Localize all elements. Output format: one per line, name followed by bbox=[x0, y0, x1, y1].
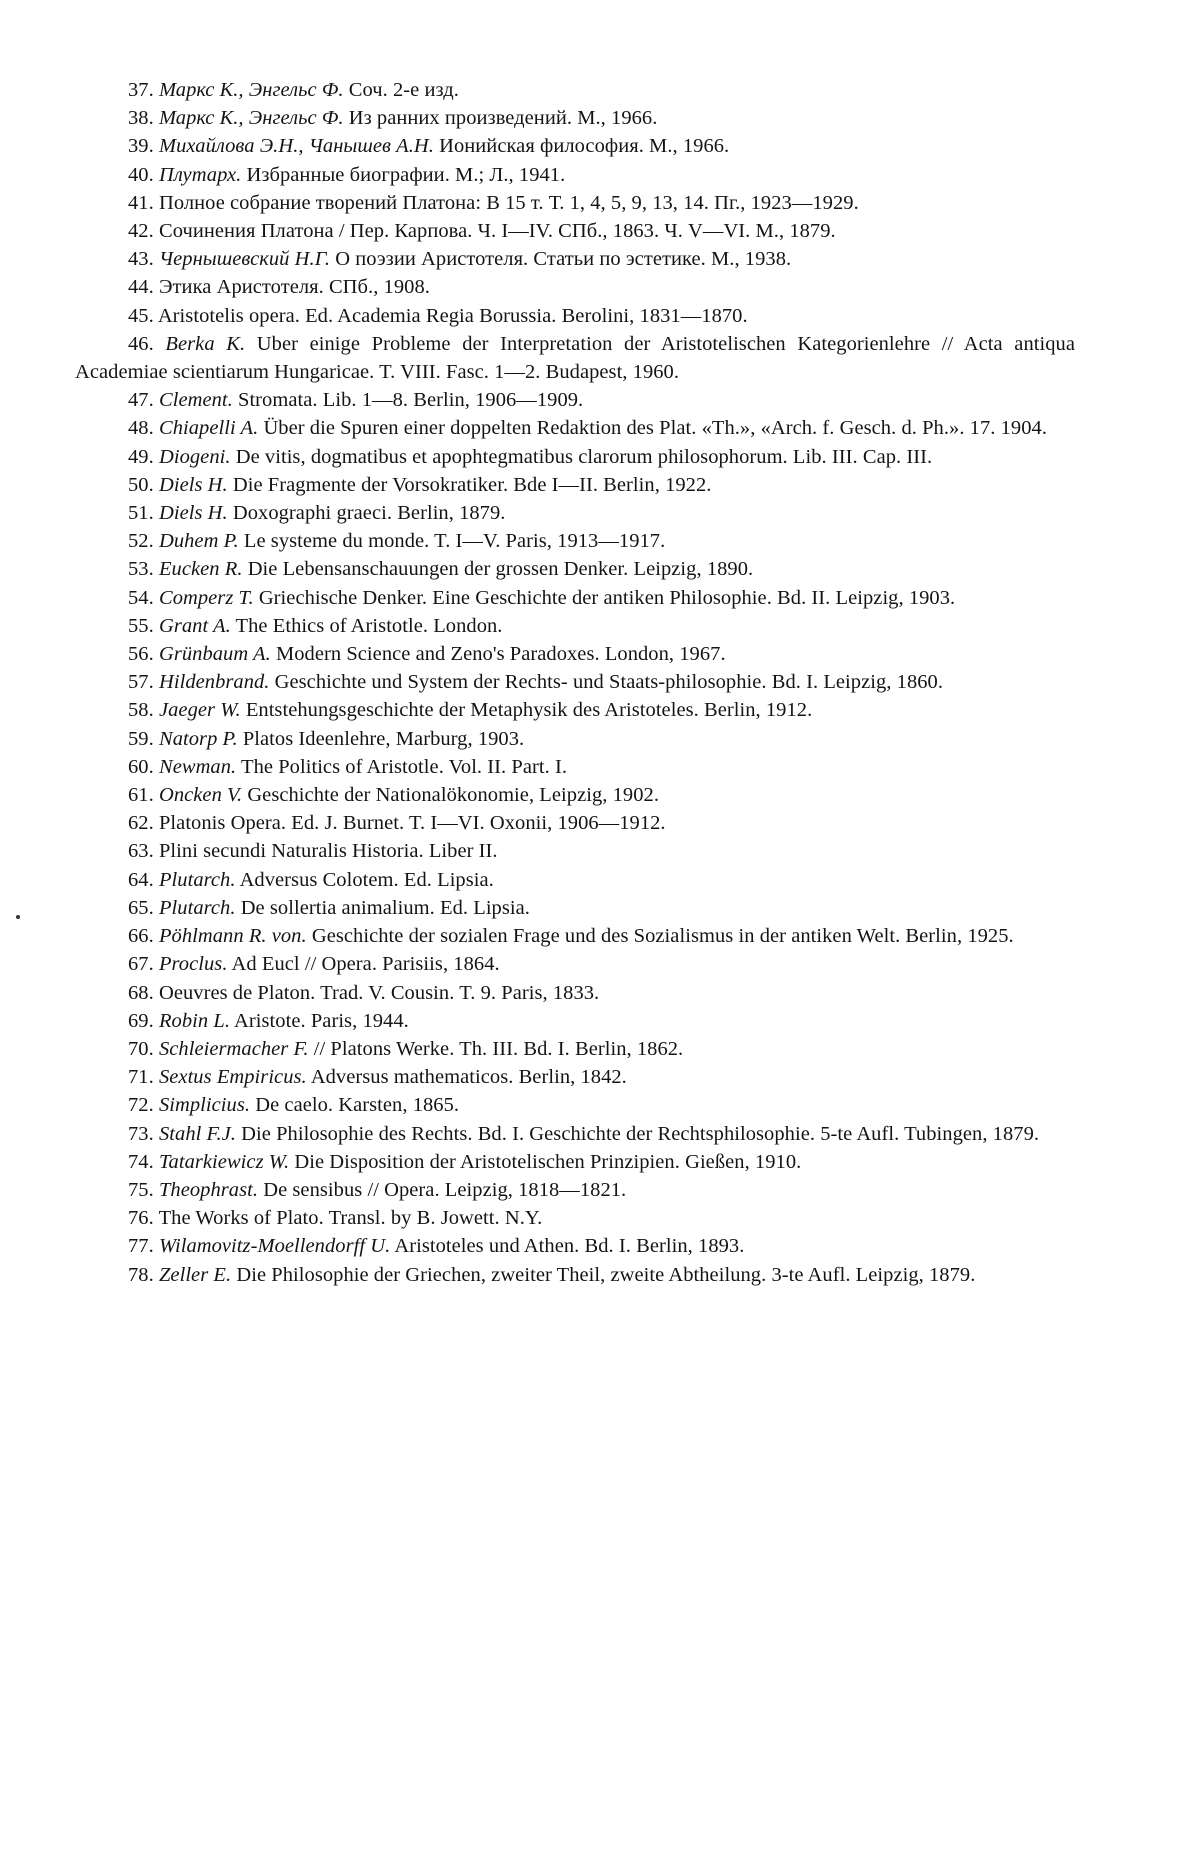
reference-author: Chiapelli A. bbox=[158, 417, 259, 440]
reference-text: Oeuvres de Platon. Trad. V. Cousin. T. 9. Paris, 1833. bbox=[158, 981, 600, 1004]
reference-text: Platonis Opera. Ed. J. Burnet. T. I—VI. Oxonii, 1906—1912. bbox=[158, 812, 666, 835]
reference-item bbox=[75, 640, 1075, 668]
reference-text: Die Lebensanschauungen der grossen Denker. Leipzig, 1890. bbox=[242, 558, 754, 581]
reference-number: 59. bbox=[128, 727, 154, 750]
reference-item bbox=[75, 866, 1075, 894]
bibliography-list bbox=[75, 76, 1075, 1289]
reference-text: Из ранних произведений. М., 1966. bbox=[343, 107, 658, 130]
reference-item bbox=[75, 1091, 1075, 1119]
reference-number: 61. bbox=[128, 784, 154, 807]
reference-item bbox=[75, 1232, 1075, 1260]
reference-item bbox=[75, 76, 1075, 104]
reference-text: Le systeme du monde. T. I—V. Paris, 1913—1917. bbox=[238, 530, 666, 553]
reference-author: Plutarch. bbox=[158, 896, 236, 919]
reference-text: De sollertia animalium. Ed. Lipsia. bbox=[235, 896, 530, 919]
reference-item bbox=[75, 527, 1075, 555]
reference-item bbox=[75, 273, 1075, 301]
reference-number: 54. bbox=[128, 586, 154, 609]
reference-number: 66. bbox=[128, 925, 154, 948]
reference-item bbox=[75, 837, 1075, 865]
reference-author: Stahl F.J. bbox=[158, 1122, 236, 1145]
reference-author: Плутарх. bbox=[158, 163, 242, 186]
reference-text: Полное собрание творений Платона: В 15 т. Т. 1, 4, 5, 9, 13, 14. Пг., 1923—1929. bbox=[158, 191, 859, 214]
reference-author: Sextus Empiricus. bbox=[158, 1066, 307, 1089]
reference-number: 69. bbox=[128, 1009, 154, 1032]
reference-item bbox=[75, 499, 1075, 527]
reference-item bbox=[75, 245, 1075, 273]
reference-author: Wilamovitz-Moellendorff U. bbox=[158, 1235, 391, 1258]
reference-author: Robin L. bbox=[158, 1009, 230, 1032]
reference-number: 77. bbox=[128, 1235, 154, 1258]
reference-text: Plini secundi Naturalis Historia. Liber II. bbox=[158, 840, 498, 863]
reference-item bbox=[75, 217, 1075, 245]
reference-author: Маркс К., Энгельс Ф. bbox=[158, 107, 344, 130]
reference-text: Uber einige Probleme der Interpretation der Aristotelischen Kategorienlehre // Acta antiqua Academiae scientiarum Hungaricae. T. VIII. Fasc. 1—2. Budapest, 1960. bbox=[75, 332, 1075, 384]
reference-author: Berka K. bbox=[165, 332, 246, 355]
reference-author: Маркс К., Энгельс Ф. bbox=[158, 79, 344, 101]
reference-text: Doxographi graeci. Berlin, 1879. bbox=[227, 502, 506, 525]
reference-text: The Ethics of Aristotle. London. bbox=[230, 614, 503, 637]
reference-item bbox=[75, 555, 1075, 583]
reference-number: 45. bbox=[128, 304, 154, 327]
reference-text: Сочинения Платона / Пер. Карпова. Ч. I—IV. СПб., 1863. Ч. V—VI. М., 1879. bbox=[158, 220, 836, 243]
reference-text: Geschichte und System der Rechts- und Staats-philosophie. Bd. I. Leipzig, 1860. bbox=[269, 671, 944, 694]
reference-author: Proclus. bbox=[158, 953, 228, 976]
reference-text: Die Disposition der Aristotelischen Prinzipien. Gießen, 1910. bbox=[289, 1150, 802, 1173]
reference-number: 60. bbox=[128, 755, 154, 778]
reference-number: 48. bbox=[128, 417, 154, 440]
reference-text: Ad Eucl // Opera. Parisiis, 1864. bbox=[227, 953, 500, 976]
reference-number: 57. bbox=[128, 671, 154, 694]
reference-text: Griechische Denker. Eine Geschichte der antiken Philosophie. Bd. II. Leipzig, 1903. bbox=[253, 586, 956, 609]
reference-item bbox=[75, 753, 1075, 781]
reference-author: Oncken V. bbox=[158, 784, 243, 807]
reference-number: 62. bbox=[128, 812, 154, 835]
reference-number: 78. bbox=[128, 1263, 154, 1286]
reference-item bbox=[75, 132, 1075, 160]
reference-author: Михайлова Э.Н., Чанышев А.Н. bbox=[158, 135, 434, 158]
reference-item bbox=[75, 104, 1075, 132]
reference-number: 64. bbox=[128, 868, 154, 891]
reference-number: 46. bbox=[128, 332, 154, 355]
reference-item bbox=[75, 1063, 1075, 1091]
reference-text: Die Fragmente der Vorsokratiker. Bde I—II. Berlin, 1922. bbox=[227, 473, 712, 496]
reference-item bbox=[75, 809, 1075, 837]
reference-text: Die Philosophie des Rechts. Bd. I. Geschichte der Rechtsphilosophie. 5-te Aufl. Tubingen, 1879. bbox=[235, 1122, 1040, 1145]
reference-author: Comperz T. bbox=[158, 586, 254, 609]
reference-text: De sensibus // Opera. Leipzig, 1818—1821. bbox=[258, 1178, 627, 1201]
reference-text: Geschichte der sozialen Frage und des Sozialismus in der antiken Welt. Berlin, 1925. bbox=[306, 925, 1014, 948]
reference-author: Zeller E. bbox=[158, 1263, 232, 1286]
reference-number: 71. bbox=[128, 1066, 154, 1089]
reference-author: Grünbaum A. bbox=[158, 643, 271, 666]
reference-item bbox=[75, 471, 1075, 499]
reference-author: Eucken R. bbox=[158, 558, 243, 581]
reference-number: 65. bbox=[128, 896, 154, 919]
reference-author: Plutarch. bbox=[158, 868, 236, 891]
reference-text: Ионийская философия. М., 1966. bbox=[433, 135, 730, 158]
reference-author: Diels H. bbox=[158, 502, 228, 525]
reference-item bbox=[75, 386, 1075, 414]
reference-text: Adversus mathematicos. Berlin, 1842. bbox=[306, 1066, 627, 1089]
reference-number: 68. bbox=[128, 981, 154, 1004]
reference-text: Über die Spuren einer doppelten Redaktion des Plat. «Th.», «Arch. f. Gesch. d. Ph.». 17. 1904. bbox=[258, 417, 1048, 440]
reference-item bbox=[75, 894, 1075, 922]
reference-number: 63. bbox=[128, 840, 154, 863]
reference-item bbox=[75, 979, 1075, 1007]
reference-item bbox=[75, 189, 1075, 217]
reference-text: De vitis, dogmatibus et apophtegmatibus clarorum philosophorum. Lib. III. Cap. III. bbox=[230, 445, 933, 468]
reference-number: 70. bbox=[128, 1037, 154, 1060]
reference-text: Избранные биографии. М.; Л., 1941. bbox=[241, 163, 566, 186]
reference-number: 55. bbox=[128, 614, 154, 637]
reference-item bbox=[75, 1148, 1075, 1176]
reference-item bbox=[75, 584, 1075, 612]
reference-number: 39. bbox=[128, 135, 154, 158]
reference-number: 49. bbox=[128, 445, 154, 468]
reference-item bbox=[75, 950, 1075, 978]
reference-author: Simplicius. bbox=[158, 1094, 251, 1117]
reference-author: Schleiermacher F. bbox=[158, 1037, 309, 1060]
reference-number: 73. bbox=[128, 1122, 154, 1145]
reference-number: 41. bbox=[128, 191, 154, 214]
reference-text: Stromata. Lib. 1—8. Berlin, 1906—1909. bbox=[232, 389, 584, 412]
reference-text: De caelo. Karsten, 1865. bbox=[250, 1094, 460, 1117]
reference-text: Platos Ideenlehre, Marburg, 1903. bbox=[237, 727, 525, 750]
reference-number: 74. bbox=[128, 1150, 154, 1173]
reference-text: Entstehungsgeschichte der Metaphysik des Aristoteles. Berlin, 1912. bbox=[240, 699, 813, 722]
reference-text: The Politics of Aristotle. Vol. II. Part. I. bbox=[236, 755, 568, 778]
reference-author: Diogeni. bbox=[158, 445, 231, 468]
reference-text: Die Philosophie der Griechen, zweiter Theil, zweite Abtheilung. 3-te Aufl. Leipzig, 1879. bbox=[231, 1263, 976, 1286]
reference-author: Diels H. bbox=[158, 473, 228, 496]
scan-speck bbox=[16, 915, 20, 919]
reference-item bbox=[75, 696, 1075, 724]
reference-author: Clement. bbox=[158, 389, 233, 412]
reference-text: // Platons Werke. Th. III. Bd. I. Berlin, 1862. bbox=[308, 1037, 684, 1060]
reference-item bbox=[75, 725, 1075, 753]
reference-number: 40. bbox=[128, 163, 154, 186]
reference-author: Pöhlmann R. von. bbox=[158, 925, 307, 948]
reference-number: 37. bbox=[128, 79, 154, 101]
reference-author: Natorp P. bbox=[158, 727, 238, 750]
reference-number: 56. bbox=[128, 643, 154, 666]
reference-item bbox=[75, 330, 1075, 386]
reference-number: 75. bbox=[128, 1178, 154, 1201]
reference-text: Соч. 2-е изд. bbox=[343, 79, 459, 101]
reference-item bbox=[75, 781, 1075, 809]
reference-item bbox=[75, 1007, 1075, 1035]
reference-item bbox=[75, 668, 1075, 696]
reference-item bbox=[75, 1176, 1075, 1204]
reference-author: Duhem P. bbox=[158, 530, 239, 553]
reference-item bbox=[75, 302, 1075, 330]
reference-number: 43. bbox=[128, 248, 154, 271]
reference-number: 50. bbox=[128, 473, 154, 496]
reference-author: Чернышевский Н.Г. bbox=[158, 248, 331, 271]
reference-number: 72. bbox=[128, 1094, 154, 1117]
reference-number: 47. bbox=[128, 389, 154, 412]
reference-item bbox=[75, 922, 1075, 950]
reference-item bbox=[75, 612, 1075, 640]
reference-number: 44. bbox=[128, 276, 154, 299]
reference-text: Aristote. Paris, 1944. bbox=[230, 1009, 409, 1032]
reference-item bbox=[75, 1120, 1075, 1148]
reference-number: 51. bbox=[128, 502, 154, 525]
reference-item bbox=[75, 443, 1075, 471]
reference-text: Geschichte der Nationalökonomie, Leipzig, 1902. bbox=[242, 784, 659, 807]
reference-text: Aristotelis opera. Ed. Academia Regia Borussia. Berolini, 1831—1870. bbox=[157, 304, 748, 327]
reference-number: 42. bbox=[128, 220, 154, 243]
reference-number: 38. bbox=[128, 107, 154, 130]
reference-item bbox=[75, 161, 1075, 189]
reference-text: The Works of Plato. Transl. by B. Jowett. N.Y. bbox=[158, 1207, 543, 1230]
reference-text: Adversus Colotem. Ed. Lipsia. bbox=[235, 868, 494, 891]
reference-text: О поэзии Аристотеля. Статьи по эстетике. М., 1938. bbox=[330, 248, 792, 271]
reference-number: 76. bbox=[128, 1207, 154, 1230]
reference-item bbox=[75, 1035, 1075, 1063]
reference-author: Theophrast. bbox=[158, 1178, 259, 1201]
reference-number: 53. bbox=[128, 558, 154, 581]
reference-item bbox=[75, 1261, 1075, 1289]
reference-author: Jaeger W. bbox=[158, 699, 241, 722]
reference-number: 58. bbox=[128, 699, 154, 722]
reference-text: Aristoteles und Athen. Bd. I. Berlin, 1893. bbox=[390, 1235, 745, 1258]
reference-author: Hildenbrand. bbox=[158, 671, 270, 694]
reference-number: 52. bbox=[128, 530, 154, 553]
reference-item bbox=[75, 414, 1075, 442]
reference-author: Grant A. bbox=[158, 614, 231, 637]
reference-number: 67. bbox=[128, 953, 154, 976]
reference-text: Этика Аристотеля. СПб., 1908. bbox=[158, 276, 430, 299]
reference-item bbox=[75, 1204, 1075, 1232]
reference-text: Modern Science and Zeno's Paradoxes. London, 1967. bbox=[270, 643, 726, 666]
reference-author: Tatarkiewicz W. bbox=[158, 1150, 290, 1173]
reference-author: Newman. bbox=[158, 755, 237, 778]
